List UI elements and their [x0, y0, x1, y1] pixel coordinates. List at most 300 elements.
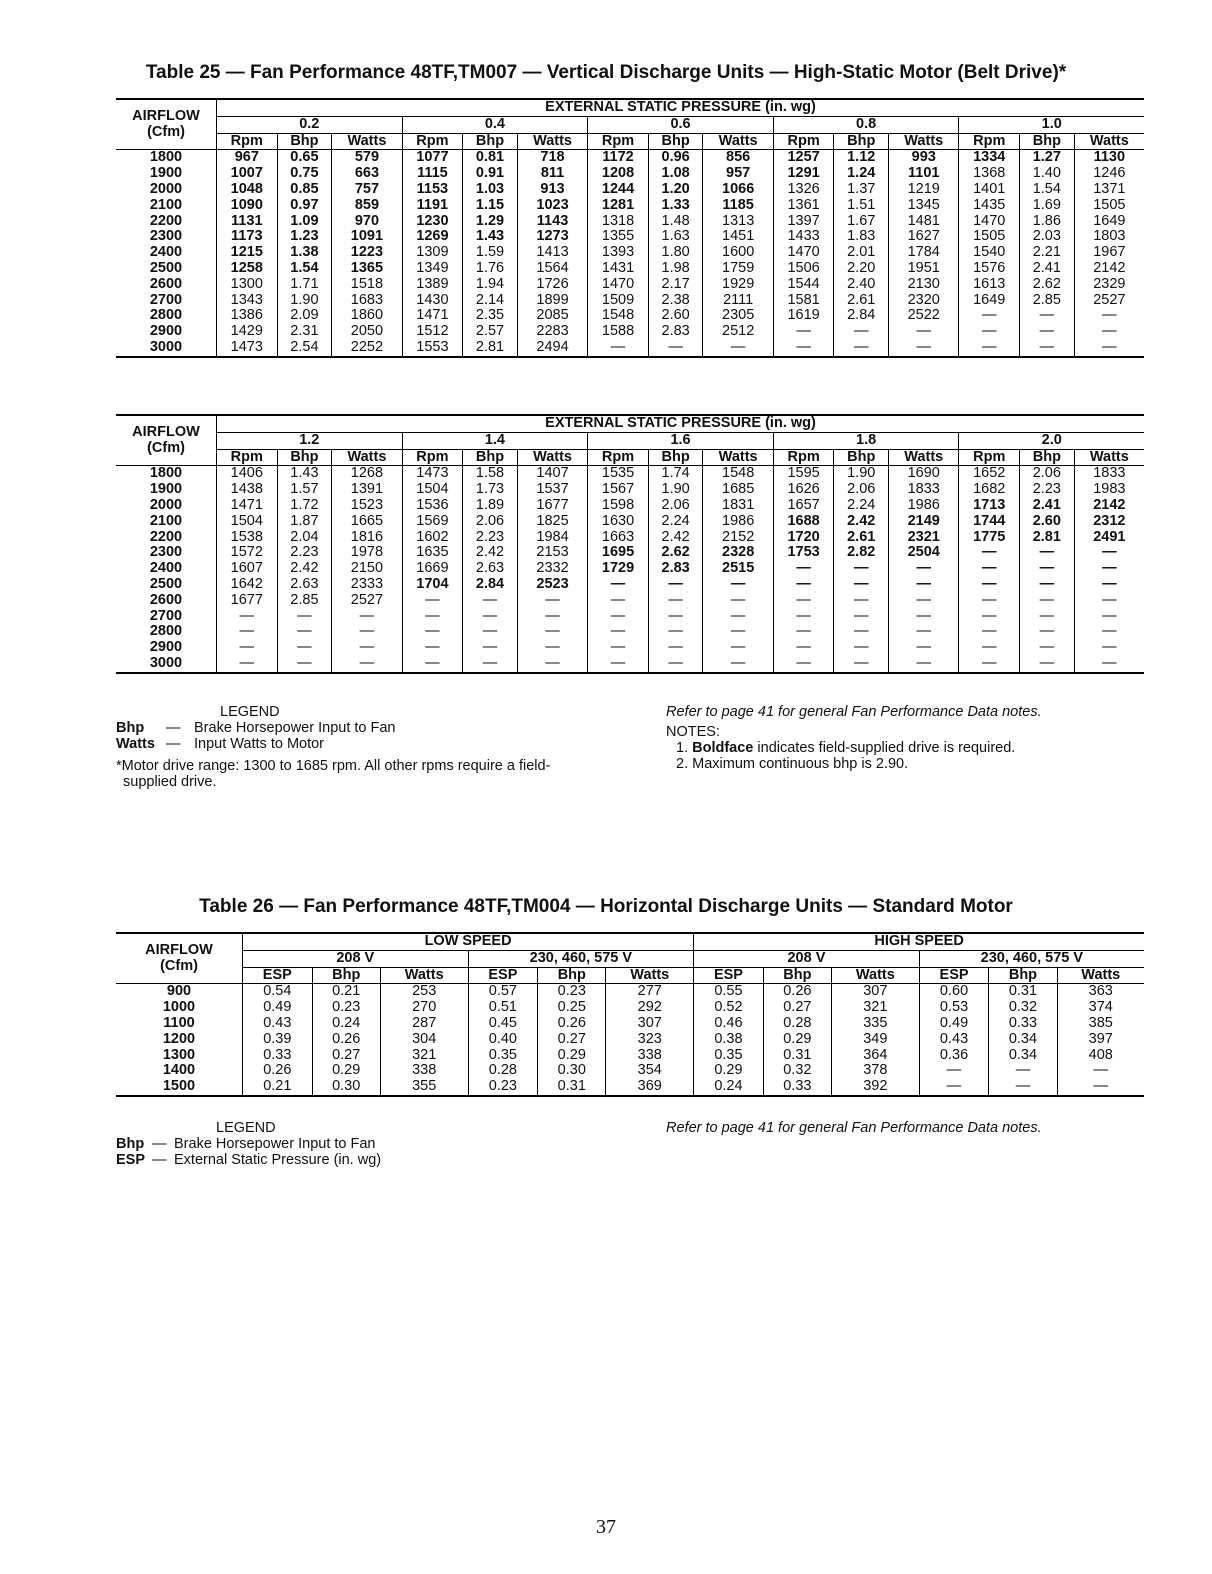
value-cell: 1101 — [889, 166, 959, 182]
table26-title: Table 26 — Fan Performance 48TF,TM004 — Horizontal Discharge Units — Standard Motor — [199, 896, 1013, 917]
value-cell: 1115 — [402, 166, 463, 182]
value-cell: 1.54 — [277, 261, 332, 277]
table-row — [116, 1000, 1144, 1016]
voltage-header: 208 V — [243, 950, 469, 967]
value-cell: 757 — [332, 182, 402, 198]
value-cell: 1219 — [889, 182, 959, 198]
note-number: 1. — [676, 740, 689, 756]
value-cell: — — [1074, 624, 1144, 640]
value-cell: 859 — [332, 198, 402, 214]
table-row — [116, 182, 1144, 198]
value-cell: — — [959, 593, 1020, 609]
pressure-header: 1.2 — [217, 432, 403, 449]
value-cell: 0.39 — [243, 1032, 313, 1048]
value-cell: — — [588, 593, 649, 609]
value-cell: — — [517, 640, 587, 656]
airflow-label: AIRFLOW — [132, 423, 200, 440]
value-cell: — — [402, 640, 463, 656]
value-cell: 2.03 — [1020, 229, 1075, 245]
value-cell: 0.97 — [277, 198, 332, 214]
value-cell: 392 — [831, 1079, 919, 1096]
airflow-cell: 2900 — [149, 639, 183, 656]
value-cell: 0.53 — [919, 1000, 989, 1016]
value-cell: — — [703, 340, 773, 357]
pressure-header: 1.6 — [588, 432, 774, 449]
value-cell: 1642 — [217, 577, 278, 593]
value-cell: 2142 — [1074, 498, 1144, 514]
airflow-cell: 2800 — [149, 307, 183, 324]
value-cell: 0.46 — [694, 1016, 764, 1032]
value-cell: — — [959, 545, 1020, 561]
value-cell: — — [1057, 1079, 1144, 1096]
value-cell: 1627 — [889, 229, 959, 245]
value-cell: 1683 — [332, 293, 402, 309]
value-cell: 0.30 — [312, 1079, 380, 1096]
value-cell: 2.31 — [277, 324, 332, 340]
value-cell: 1.90 — [834, 466, 889, 482]
value-cell: 1268 — [332, 466, 402, 482]
value-cell: 1.83 — [834, 229, 889, 245]
value-cell: 2491 — [1074, 530, 1144, 546]
value-cell: 1257 — [773, 150, 834, 166]
value-cell: 0.26 — [312, 1032, 380, 1048]
value-cell: 1983 — [1074, 482, 1144, 498]
value-cell: — — [588, 656, 649, 673]
column-header: Rpm — [588, 449, 649, 466]
pressure-header: 0.6 — [588, 116, 774, 133]
value-cell: 1191 — [402, 198, 463, 214]
value-cell: 0.75 — [277, 166, 332, 182]
value-cell: 0.34 — [989, 1032, 1057, 1048]
value-cell: 2.61 — [834, 293, 889, 309]
value-cell: 1649 — [1074, 214, 1144, 230]
column-header: Watts — [1074, 133, 1144, 150]
value-cell: 2512 — [703, 324, 773, 340]
table25-title: Table 25 — Fan Performance 48TF,TM007 — Vertical Discharge Units — High-Static Motor (Belt Drive)* — [145, 62, 1067, 83]
value-cell: 0.43 — [919, 1032, 989, 1048]
value-cell: 2.62 — [648, 545, 703, 561]
value-cell: — — [703, 656, 773, 673]
value-cell: 2.06 — [463, 514, 518, 530]
airflow-cell: 2200 — [149, 528, 183, 545]
column-header: Bhp — [312, 967, 380, 984]
value-cell: 1753 — [773, 545, 834, 561]
table-row — [116, 340, 1144, 357]
value-cell: 0.24 — [694, 1079, 764, 1096]
value-cell: 1.63 — [648, 229, 703, 245]
value-cell: 1816 — [332, 530, 402, 546]
value-cell: 2.85 — [277, 593, 332, 609]
airflow-label: AIRFLOW — [145, 941, 213, 958]
value-cell: — — [1020, 656, 1075, 673]
table-row — [116, 1032, 1144, 1048]
value-cell: 1626 — [773, 482, 834, 498]
value-cell: 2527 — [332, 593, 402, 609]
value-cell: 1473 — [217, 340, 278, 357]
value-cell: 1833 — [889, 482, 959, 498]
value-cell: — — [703, 593, 773, 609]
value-cell: 2.24 — [648, 514, 703, 530]
legend-title: LEGEND — [216, 1120, 276, 1136]
value-cell: 2142 — [1074, 261, 1144, 277]
value-cell: — — [1020, 324, 1075, 340]
value-cell: 0.29 — [763, 1032, 831, 1048]
value-cell: 2.63 — [463, 561, 518, 577]
airflow-cell: 1000 — [162, 999, 196, 1016]
value-cell: — — [889, 624, 959, 640]
value-cell: 2.83 — [648, 561, 703, 577]
value-cell: — — [773, 577, 834, 593]
value-cell: 0.24 — [312, 1016, 380, 1032]
column-header: ESP — [243, 967, 313, 984]
column-header: Rpm — [773, 133, 834, 150]
value-cell: 1313 — [703, 214, 773, 230]
value-cell: 2.20 — [834, 261, 889, 277]
cfm-label: (Cfm) — [147, 439, 185, 456]
column-header: Watts — [606, 967, 694, 984]
value-cell: 1576 — [959, 261, 1020, 277]
value-cell: 1143 — [517, 214, 587, 230]
value-cell: 2.84 — [463, 577, 518, 593]
airflow-cell: 2000 — [149, 496, 183, 513]
table26-refer-note: Refer to page 41 for general Fan Performance Data notes. — [666, 1120, 1042, 1136]
value-cell: 663 — [332, 166, 402, 182]
value-cell: — — [332, 624, 402, 640]
column-header: Watts — [703, 133, 773, 150]
value-cell: 1.29 — [463, 214, 518, 230]
value-cell: 0.45 — [468, 1016, 538, 1032]
value-cell: 292 — [606, 1000, 694, 1016]
value-cell: 1281 — [588, 198, 649, 214]
legend-item — [116, 1136, 636, 1152]
value-cell: 0.26 — [538, 1016, 606, 1032]
value-cell: — — [919, 1079, 989, 1096]
legend-item — [116, 1152, 636, 1168]
value-cell: 1504 — [402, 482, 463, 498]
value-cell: 0.36 — [919, 1048, 989, 1064]
table-row — [116, 609, 1144, 625]
value-cell: — — [648, 609, 703, 625]
value-cell: — — [773, 609, 834, 625]
value-cell: 2.54 — [277, 340, 332, 357]
value-cell: 1.71 — [277, 277, 332, 293]
value-cell: 0.31 — [538, 1079, 606, 1096]
value-cell: — — [773, 624, 834, 640]
value-cell: 1435 — [959, 198, 1020, 214]
value-cell: 1.08 — [648, 166, 703, 182]
column-header: Watts — [517, 133, 587, 150]
value-cell: 1091 — [332, 229, 402, 245]
value-cell: 2.60 — [1020, 514, 1075, 530]
value-cell: — — [1020, 308, 1075, 324]
value-cell: — — [919, 1063, 989, 1079]
value-cell: 1967 — [1074, 245, 1144, 261]
table-row — [116, 593, 1144, 609]
value-cell: 2527 — [1074, 293, 1144, 309]
value-cell: 2.09 — [277, 308, 332, 324]
value-cell: — — [773, 324, 834, 340]
value-cell: 1.48 — [648, 214, 703, 230]
column-header: Bhp — [834, 449, 889, 466]
value-cell: 1048 — [217, 182, 278, 198]
value-cell: 0.23 — [312, 1000, 380, 1016]
value-cell: 2312 — [1074, 514, 1144, 530]
value-cell: — — [648, 624, 703, 640]
value-cell: 1572 — [217, 545, 278, 561]
airflow-cell: 1500 — [116, 1079, 243, 1096]
value-cell: 1665 — [332, 514, 402, 530]
footnote-line2: supplied drive. — [123, 774, 217, 790]
value-cell: — — [889, 656, 959, 673]
value-cell: 1.80 — [648, 245, 703, 261]
table-row — [116, 1079, 1144, 1096]
value-cell: 1230 — [402, 214, 463, 230]
value-cell: 1978 — [332, 545, 402, 561]
value-cell: 2522 — [889, 308, 959, 324]
value-cell: 0.91 — [463, 166, 518, 182]
value-cell: 0.33 — [989, 1016, 1057, 1032]
value-cell: 1677 — [517, 498, 587, 514]
value-cell: 1345 — [889, 198, 959, 214]
value-cell: 338 — [606, 1048, 694, 1064]
table-row — [116, 245, 1144, 261]
value-cell: 1663 — [588, 530, 649, 546]
value-cell: 1413 — [517, 245, 587, 261]
value-cell: — — [1074, 324, 1144, 340]
value-cell: 2.81 — [463, 340, 518, 357]
value-cell: 2.23 — [277, 545, 332, 561]
value-cell: 0.55 — [694, 984, 764, 1000]
value-cell: — — [959, 340, 1020, 357]
value-cell: 1473 — [402, 466, 463, 482]
table-row — [116, 1048, 1144, 1064]
value-cell: — — [834, 561, 889, 577]
value-cell: 1535 — [588, 466, 649, 482]
legend-item — [116, 720, 636, 736]
value-cell: — — [834, 656, 889, 673]
value-cell: 1185 — [703, 198, 773, 214]
value-cell: — — [1020, 340, 1075, 357]
esp-header: EXTERNAL STATIC PRESSURE (in. wg) — [217, 99, 1145, 116]
value-cell: 2.35 — [463, 308, 518, 324]
value-cell: 1173 — [217, 229, 278, 245]
value-cell: — — [517, 656, 587, 673]
value-cell: — — [588, 640, 649, 656]
airflow-cell: 2700 — [149, 607, 183, 624]
value-cell: 1833 — [1074, 466, 1144, 482]
value-cell: 0.28 — [468, 1063, 538, 1079]
value-cell: 2050 — [332, 324, 402, 340]
value-cell: 1.67 — [834, 214, 889, 230]
airflow-cell: 900 — [166, 983, 192, 1000]
legend-title: LEGEND — [220, 704, 280, 720]
value-cell: 1986 — [889, 498, 959, 514]
value-cell: 378 — [831, 1063, 919, 1079]
value-cell: — — [402, 656, 463, 673]
column-header: Rpm — [959, 449, 1020, 466]
value-cell: 1744 — [959, 514, 1020, 530]
value-cell: 0.31 — [763, 1048, 831, 1064]
airflow-cell: 3000 — [116, 340, 217, 357]
value-cell: 363 — [1057, 984, 1144, 1000]
value-cell: 1726 — [517, 277, 587, 293]
airflow-cell: 1100 — [163, 1014, 195, 1031]
airflow-cell: 1400 — [162, 1062, 196, 1079]
value-cell: 1.90 — [277, 293, 332, 309]
value-cell: 0.29 — [538, 1048, 606, 1064]
value-cell: 2329 — [1074, 277, 1144, 293]
value-cell: 1544 — [773, 277, 834, 293]
value-cell: — — [834, 624, 889, 640]
value-cell: 1007 — [217, 166, 278, 182]
table-row — [116, 1063, 1144, 1079]
value-cell: — — [588, 609, 649, 625]
value-cell: 1784 — [889, 245, 959, 261]
note-text: Maximum continuous bhp is 2.90. — [692, 756, 909, 772]
value-cell: 374 — [1057, 1000, 1144, 1016]
value-cell: — — [834, 577, 889, 593]
value-cell: 1505 — [1074, 198, 1144, 214]
value-cell: 1397 — [773, 214, 834, 230]
value-cell: 0.21 — [243, 1079, 313, 1096]
value-cell: 287 — [380, 1016, 468, 1032]
value-cell: — — [463, 656, 518, 673]
value-cell: 2.63 — [277, 577, 332, 593]
value-cell: — — [217, 656, 278, 673]
value-cell: — — [959, 577, 1020, 593]
value-cell: 1470 — [773, 245, 834, 261]
value-cell: — — [703, 577, 773, 593]
value-cell: 0.35 — [468, 1048, 538, 1064]
table-row — [116, 498, 1144, 514]
airflow-cell: 2000 — [149, 180, 183, 197]
value-cell: 2.41 — [1020, 261, 1075, 277]
value-cell: 1713 — [959, 498, 1020, 514]
value-cell: 1720 — [773, 530, 834, 546]
column-header: Watts — [1057, 967, 1144, 984]
value-cell: 2.85 — [1020, 293, 1075, 309]
column-header: Watts — [517, 449, 587, 466]
column-header: Watts — [889, 449, 959, 466]
value-cell: 354 — [606, 1063, 694, 1079]
subheader-row — [116, 133, 1144, 150]
value-cell: 1429 — [217, 324, 278, 340]
value-cell: 1775 — [959, 530, 1020, 546]
value-cell: 1.33 — [648, 198, 703, 214]
value-cell: 0.25 — [538, 1000, 606, 1016]
column-header: Rpm — [402, 449, 463, 466]
value-cell: 1.59 — [463, 245, 518, 261]
legend-item — [116, 736, 636, 752]
value-cell: 1831 — [703, 498, 773, 514]
value-cell: 0.43 — [243, 1016, 313, 1032]
value-cell: — — [989, 1079, 1057, 1096]
value-cell: — — [773, 593, 834, 609]
value-cell: 1258 — [217, 261, 278, 277]
value-cell: 1406 — [217, 466, 278, 482]
value-cell: — — [773, 561, 834, 577]
value-cell: 1368 — [959, 166, 1020, 182]
value-cell: 277 — [606, 984, 694, 1000]
pressure-header: 1.4 — [402, 432, 588, 449]
value-cell: 1.57 — [277, 482, 332, 498]
table-row — [116, 166, 1144, 182]
value-cell: 1518 — [332, 277, 402, 293]
value-cell: 355 — [380, 1079, 468, 1096]
value-cell: 1.27 — [1020, 150, 1075, 166]
value-cell: 0.81 — [463, 150, 518, 166]
value-cell: 1130 — [1074, 150, 1144, 166]
value-cell: 349 — [831, 1032, 919, 1048]
table-row — [116, 466, 1144, 482]
value-cell: 1343 — [217, 293, 278, 309]
value-cell: — — [959, 624, 1020, 640]
legend-abbr: Bhp — [116, 720, 145, 736]
value-cell: 579 — [332, 150, 402, 166]
value-cell: — — [277, 609, 332, 625]
value-cell: 1.20 — [648, 182, 703, 198]
value-cell: 2.42 — [648, 530, 703, 546]
value-cell: 2130 — [889, 277, 959, 293]
value-cell: 270 — [380, 1000, 468, 1016]
value-cell: 1602 — [402, 530, 463, 546]
value-cell: 0.57 — [468, 984, 538, 1000]
value-cell: 1669 — [402, 561, 463, 577]
value-cell: 1223 — [332, 245, 402, 261]
column-header: Rpm — [402, 133, 463, 150]
table25-lower — [116, 414, 1144, 674]
value-cell: 1291 — [773, 166, 834, 182]
value-cell: 0.29 — [312, 1063, 380, 1079]
value-cell: — — [1020, 545, 1075, 561]
pressure-row — [116, 432, 1144, 449]
value-cell: 2152 — [703, 530, 773, 546]
value-cell: 1598 — [588, 498, 649, 514]
value-cell: — — [277, 656, 332, 673]
table-row — [116, 198, 1144, 214]
airflow-cell: 1200 — [162, 1030, 196, 1047]
value-cell: 1.12 — [834, 150, 889, 166]
value-cell: 0.23 — [538, 984, 606, 1000]
value-cell: 397 — [1057, 1032, 1144, 1048]
value-cell: — — [277, 640, 332, 656]
value-cell: 0.29 — [694, 1063, 764, 1079]
value-cell: 1.87 — [277, 514, 332, 530]
value-cell: 1595 — [773, 466, 834, 482]
value-cell: 1652 — [959, 466, 1020, 482]
airflow-cell: 2400 — [149, 560, 183, 577]
value-cell: 2.81 — [1020, 530, 1075, 546]
value-cell: 1657 — [773, 498, 834, 514]
table-row — [116, 656, 1144, 673]
column-header: Watts — [332, 449, 402, 466]
value-cell: 1.40 — [1020, 166, 1075, 182]
value-cell: 2149 — [889, 514, 959, 530]
airflow-cell: 2700 — [149, 291, 183, 308]
column-header: Bhp — [1020, 449, 1075, 466]
value-cell: 1430 — [402, 293, 463, 309]
airflow-cell: 2100 — [149, 196, 183, 213]
value-cell: — — [773, 340, 834, 357]
airflow-cell: 2200 — [149, 212, 183, 229]
value-cell: 0.85 — [277, 182, 332, 198]
value-cell: 1899 — [517, 293, 587, 309]
value-cell: — — [1020, 577, 1075, 593]
value-cell: 2.42 — [834, 514, 889, 530]
value-cell: 2515 — [703, 561, 773, 577]
value-cell: 1371 — [1074, 182, 1144, 198]
value-cell: 1246 — [1074, 166, 1144, 182]
